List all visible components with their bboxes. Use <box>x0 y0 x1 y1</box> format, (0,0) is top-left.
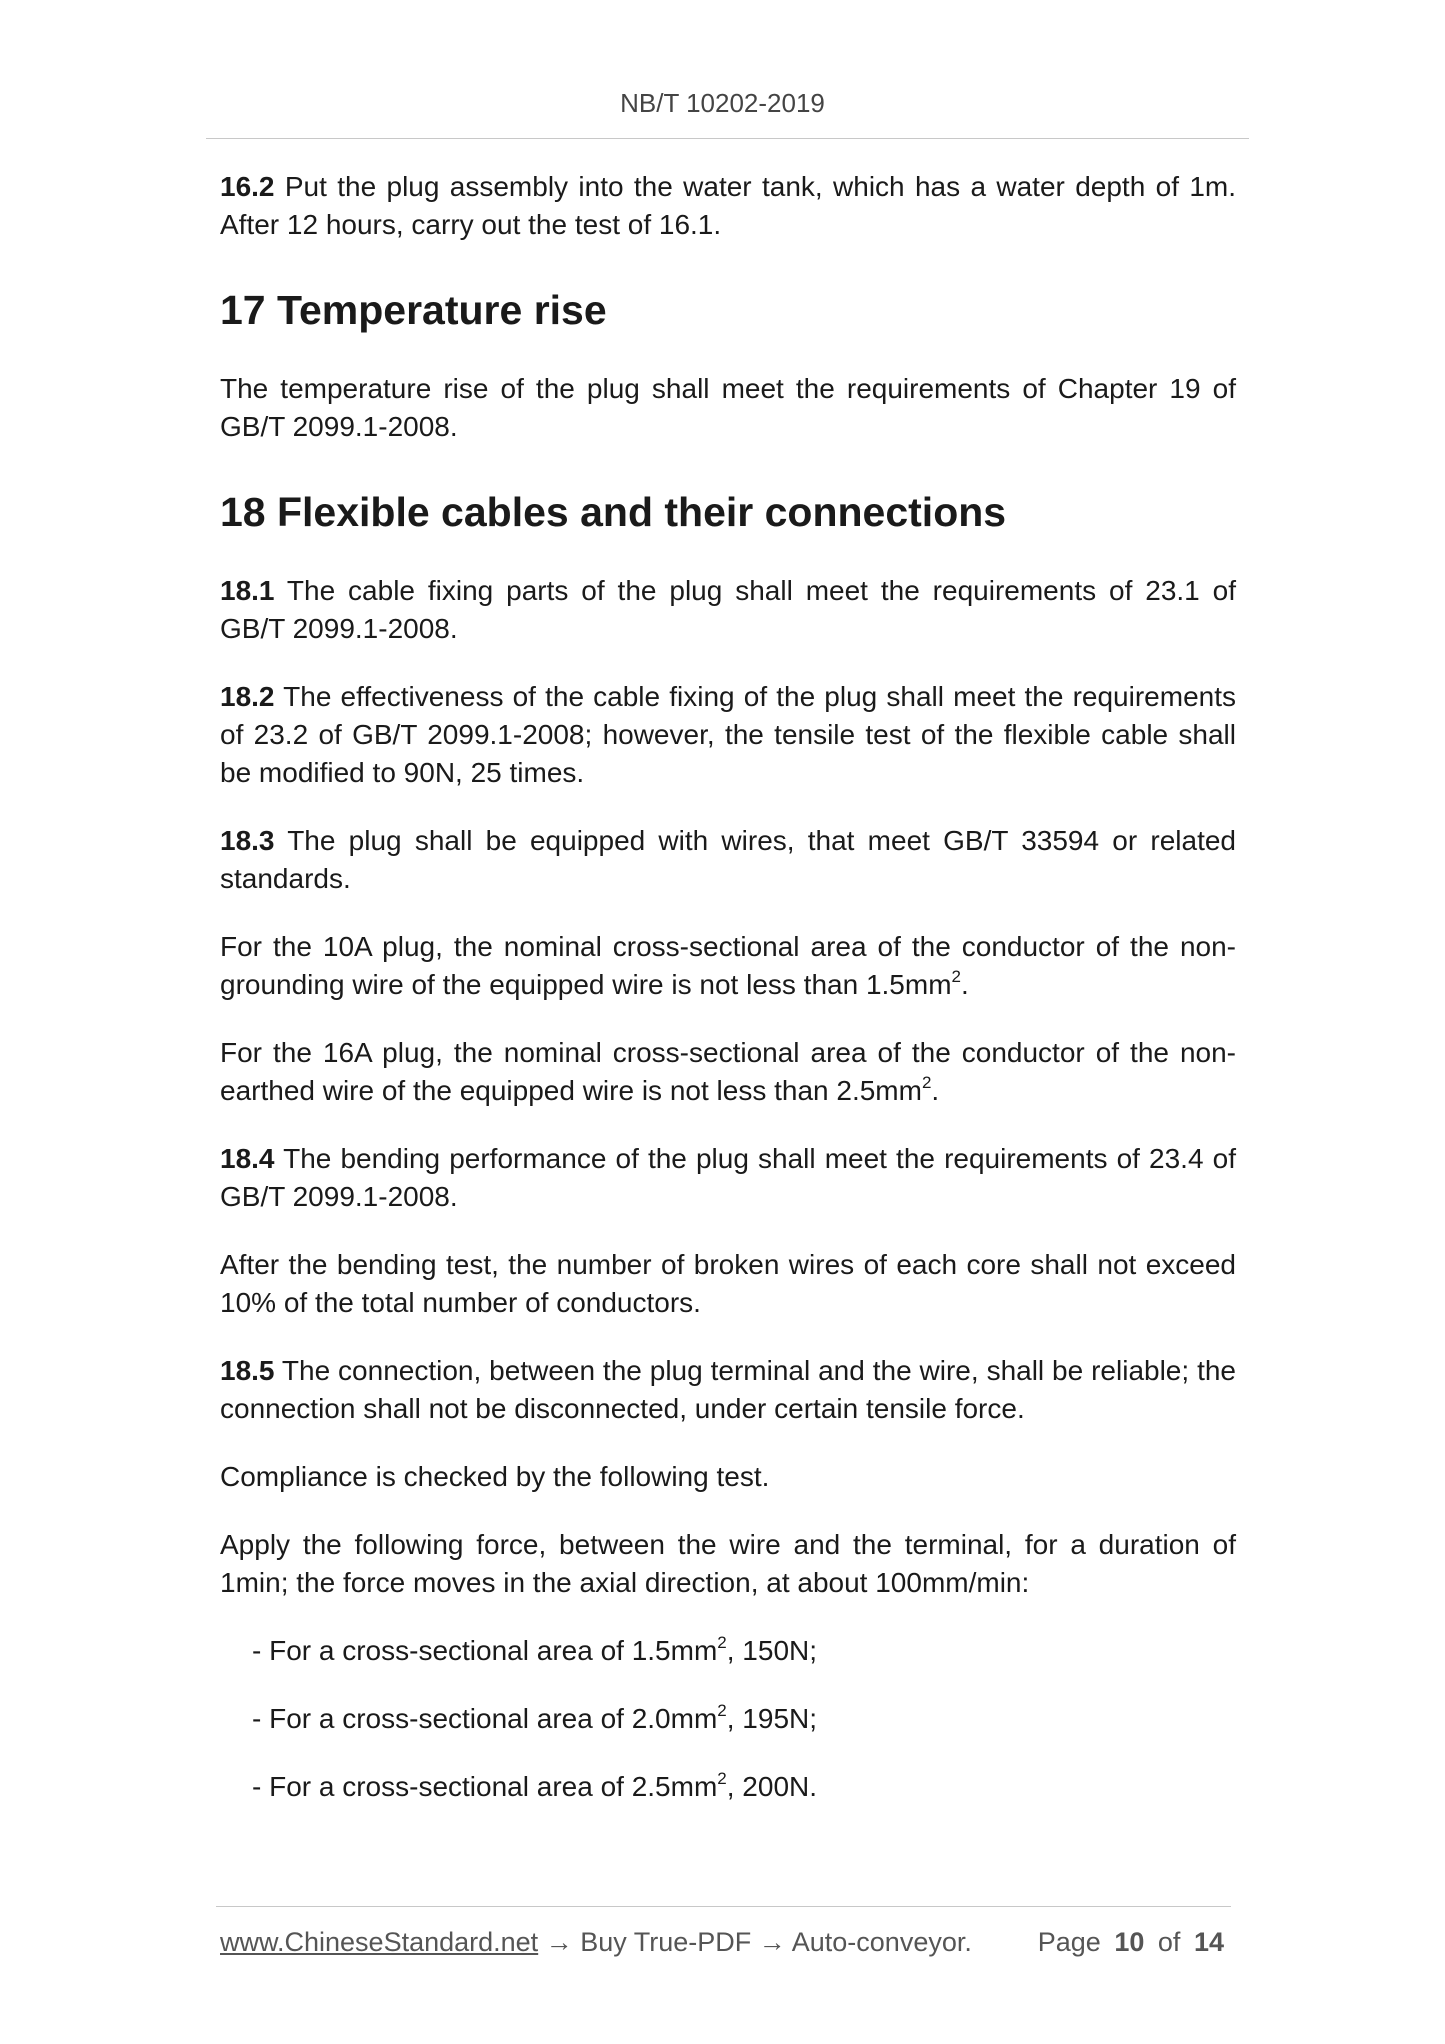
paragraph-end: . <box>961 969 969 1000</box>
clause-text: The plug shall be equipped with wires, that meet GB/T 33594 or related standards. <box>220 825 1236 894</box>
clause-text: The connection, between the plug terminal and the wire, shall be reliable; the connection shall not be disconnected, under certain tensile force. <box>220 1355 1236 1424</box>
clause-number: 16.2 <box>220 171 275 202</box>
superscript: 2 <box>921 1073 932 1092</box>
clause-number: 18.1 <box>220 575 275 606</box>
paragraph-bending-test: After the bending test, the number of broken wires of each core shall not exceed 10% of the total number of conductors. <box>220 1249 1236 1318</box>
superscript: 2 <box>951 967 961 986</box>
paragraph-text: For the 16A plug, the nominal cross-sectional area of the conductor of the non-earthed wire of the equipped wire is not less than 2.5mm <box>220 1037 1236 1106</box>
list-item-value: , 150N; <box>726 1635 818 1666</box>
current-page-number: 10 <box>1114 1927 1145 1957</box>
clause-18-4 <box>220 1140 1236 1216</box>
list-item <box>252 1768 1236 1806</box>
document-id-header: NB/T 10202-2019 <box>620 88 825 118</box>
paragraph-10a-plug <box>220 928 1236 1004</box>
total-pages-number: 14 <box>1193 1927 1224 1957</box>
clause-18-5 <box>220 1352 1236 1428</box>
paragraph-text: For the 10A plug, the nominal cross-sectional area of the conductor of the non-grounding wire of the equipped wire is not less than 1.5mm <box>220 931 1236 1000</box>
clause-18-1 <box>220 572 1236 648</box>
page-footer <box>220 1924 1230 1960</box>
clause-text: Put the plug assembly into the water tank, which has a water depth of 1m. After 12 hours, carry out the test of 16.1. <box>220 171 1236 240</box>
page-content <box>220 168 1236 1836</box>
list-item <box>252 1632 1236 1670</box>
page-indicator <box>1038 1924 1230 1960</box>
clause-number: 18.5 <box>220 1355 275 1386</box>
footer-trail-text: → Buy True-PDF → Auto-conveyor. <box>538 1927 972 1957</box>
clause-number: 18.3 <box>220 825 275 856</box>
page-label: Page <box>1037 1927 1101 1957</box>
paragraph-compliance: Compliance is checked by the following test. <box>220 1461 770 1492</box>
clause-text: The bending performance of the plug shall meet the requirements of 23.4 of GB/T 2099.1-2008. <box>220 1143 1236 1212</box>
clause-16-2 <box>220 168 1236 244</box>
heading-17: 17 Temperature rise <box>220 287 607 333</box>
superscript: 2 <box>717 1701 727 1720</box>
clause-18-2 <box>220 678 1236 792</box>
clause-text: The effectiveness of the cable fixing of the plug shall meet the requirements of 23.2 of GB/T 2099.1-2008; however, the tensile test of the flexible cable shall be modified to 90N, 25 times. <box>220 681 1236 788</box>
paragraph-16a-plug <box>220 1034 1236 1110</box>
list-item-text: - For a cross-sectional area of 2.0mm <box>252 1703 718 1734</box>
list-item-text: - For a cross-sectional area of 2.5mm <box>252 1771 718 1802</box>
of-label: of <box>1157 1927 1181 1957</box>
heading-18: 18 Flexible cables and their connections <box>220 489 1007 535</box>
list-item <box>252 1700 1236 1738</box>
list-item-text: - For a cross-sectional area of 1.5mm <box>252 1635 718 1666</box>
clause-18-3 <box>220 822 1236 898</box>
list-item-value: , 200N. <box>726 1771 818 1802</box>
clause-17-text: The temperature rise of the plug shall meet the requirements of Chapter 19 of GB/T 2099.1-2008. <box>220 373 1236 442</box>
paragraph-end: . <box>931 1075 940 1106</box>
clause-number: 18.2 <box>220 681 275 712</box>
clause-number: 18.4 <box>220 1143 275 1174</box>
header-divider <box>206 138 1249 139</box>
list-item-value: , 195N; <box>726 1703 818 1734</box>
website-link[interactable]: www.ChineseStandard.net <box>220 1927 539 1957</box>
clause-text: The cable fixing parts of the plug shall meet the requirements of 23.1 of GB/T 2099.1-2008. <box>220 575 1236 644</box>
superscript: 2 <box>717 1633 727 1652</box>
footer-divider <box>216 1906 1231 1907</box>
paragraph-apply-force: Apply the following force, between the wire and the terminal, for a duration of 1min; the force moves in the axial direction, at about 100mm/min: <box>220 1529 1236 1598</box>
superscript: 2 <box>717 1769 727 1788</box>
